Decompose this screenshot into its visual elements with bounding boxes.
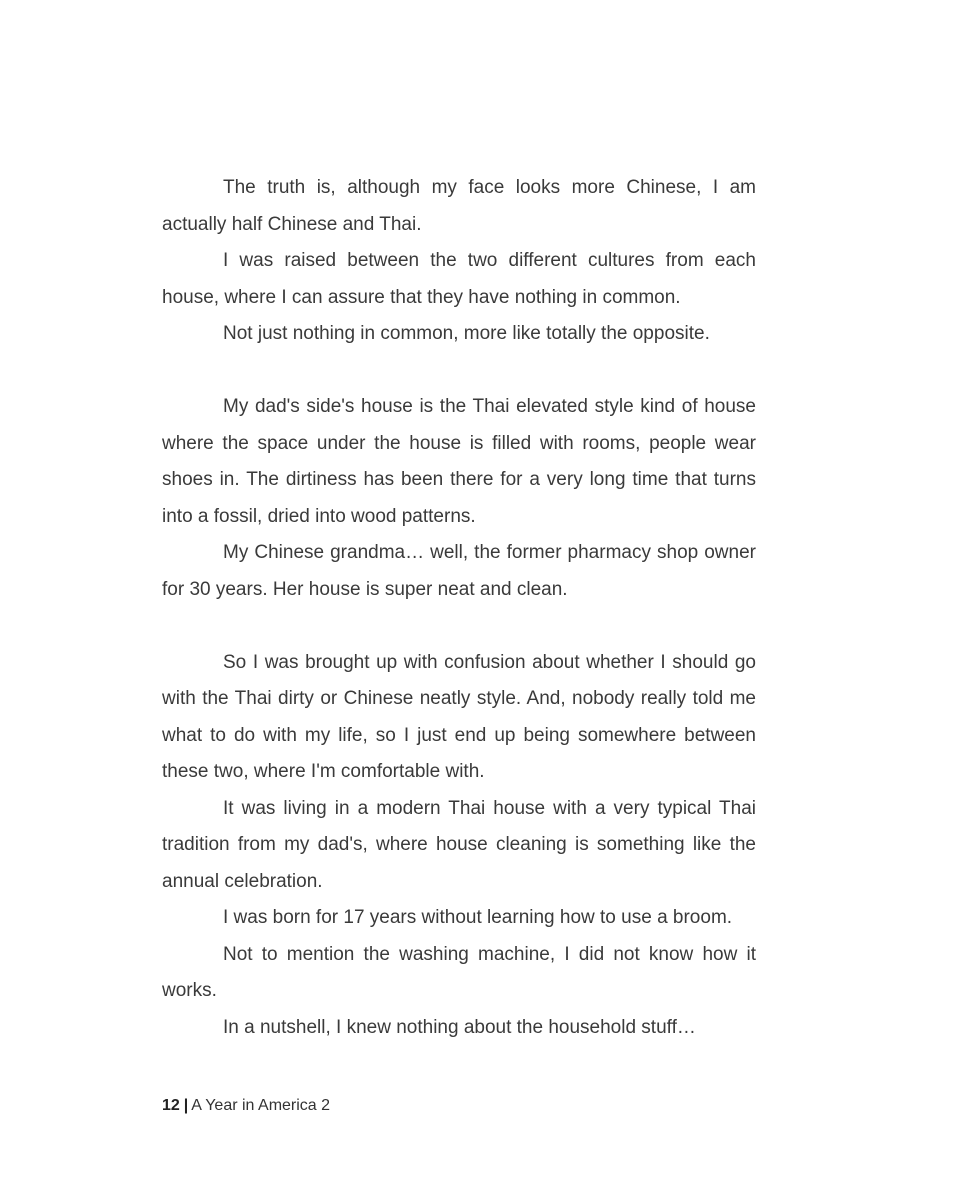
paragraph-8: I was born for 17 years without learning how to use a broom.: [223, 907, 733, 928]
book-title: A Year in America 2: [191, 1097, 331, 1114]
footer-separator: |: [183, 1097, 189, 1114]
paragraph-2: I was raised between the two different cultures from each house, where I can assure that they have nothing in common.: [162, 250, 756, 308]
paragraph-spacer: [162, 353, 756, 390]
body-text: [162, 170, 756, 1046]
paragraph-5: My Chinese grandma… well, the former pharmacy shop owner for 30 years. Her house is super neat and clean.: [162, 542, 756, 600]
paragraph-9: Not to mention the washing machine, I did not know how it works.: [162, 943, 756, 1001]
paragraph-3: Not just nothing in common, more like totally the opposite.: [223, 323, 710, 344]
paragraph-6: So I was brought up with confusion about whether I should go with the Thai dirty or Chinese neatly style. And, nobody really told me what to do with my life, so I just end up being somewhere between these two, where I'm comfortable with.: [162, 651, 756, 782]
paragraph-7: It was living in a modern Thai house with a very typical Thai tradition from my dad's, where house cleaning is something like the annual celebration.: [162, 797, 756, 892]
page-number: 12: [162, 1097, 180, 1114]
page-footer: [162, 1097, 330, 1115]
paragraph-10: In a nutshell, I knew nothing about the household stuff…: [223, 1016, 696, 1038]
paragraph-4: My dad's side's house is the Thai elevated style kind of house where the space under the house is filled with rooms, people wear shoes in. The dirtiness has been there for a very long time that turns into a fossil, dried into wood patterns.: [162, 396, 756, 527]
paragraph-spacer: [162, 608, 756, 645]
paragraph-1: The truth is, although my face looks more Chinese, I am actually half Chinese and Thai.: [162, 177, 756, 235]
